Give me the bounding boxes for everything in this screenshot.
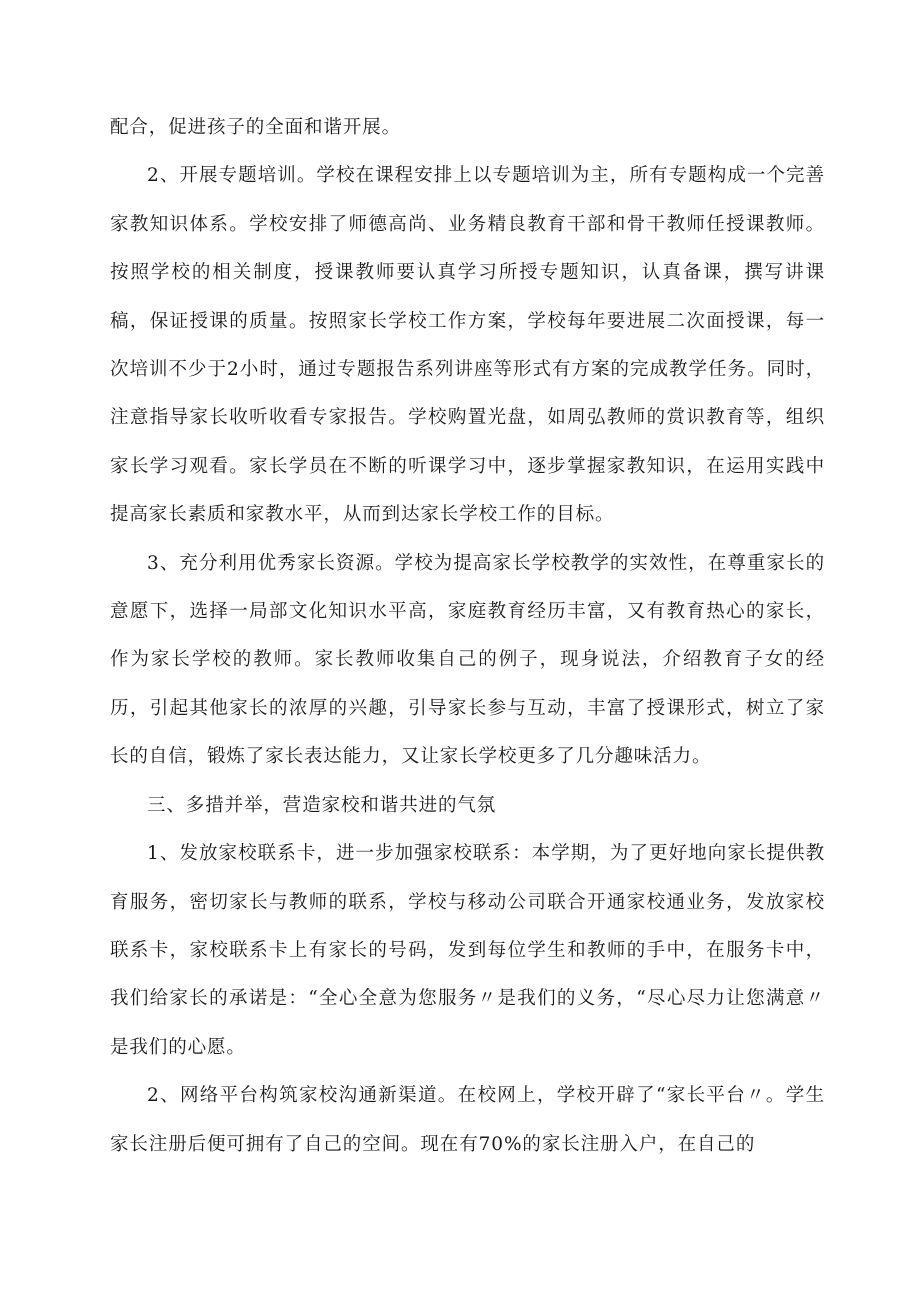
paragraph-parent-resources: 3、充分利用优秀家长资源。学校为提高家长学校教学的实效性，在尊重家长的意愿下，选择一局部文化知识水平高，家庭教育经历丰富，又有教育热心的家长，作为家长学校的教师。家长教师收集自己的例子，现身说法，介绍教育子女的经历，引起其他家长的浓厚的兴趣，引导家长参与互动，丰富了授课形式，树立了家长的自信，锻炼了家长表达能力，又让家长学校更多了几分趣味活力。 [110,552,825,768]
section-heading-three: 三、多措并举，营造家校和谐共进的气氛 [147,794,497,816]
document-body [110,104,825,1169]
paragraph-special-training: 2、开展专题培训。学校在课程安排上以专题培训为主，所有专题构成一个完善家教知识体系。学校安排了师德高尚、业务精良教育干部和骨干教师任授课教师。按照学校的相关制度，授课教师要认真学习所授专题知识，认真备课，撰写讲课稿，保证授课的质量。按照家长学校工作方案，学校每年要进展二次面授课，每一次培训不少于2小时，通过专题报告系列讲座等形式有方案的完成教学任务。同时，注意指导家长收听收看专家报告。学校购置光盘，如周弘教师的赏识教育等，组织家长学习观看。家长学员在不断的听课学习中，逐步掌握家教知识，在运用实践中提高家长素质和家教水平，从而到达家长学校工作的目标。 [110,165,825,526]
paragraph-network-platform: 2、网络平台构筑家校沟通新渠道。在校网上，学校开辟了“家长平台〃。学生家长注册后便可拥有了自己的空间。现在有70%的家长注册入户，在自己的 [110,1085,825,1155]
paragraph-continuation: 配合，促进孩子的全面和谐开展。 [110,117,402,138]
paragraph-contact-card: 1、发放家校联系卡，进一步加强家校联系：本学期，为了更好地向家长提供教育服务，密切家长与教师的联系，学校与移动公司联合开通家校通业务，发放家校联系卡，家校联系卡上有家长的号码，发到每位学生和教师的手中，在服务卡中，我们给家长的承诺是：“全心全意为您服务〃是我们的义务，“尽心尽力让您满意〃是我们的心愿。 [110,843,825,1058]
